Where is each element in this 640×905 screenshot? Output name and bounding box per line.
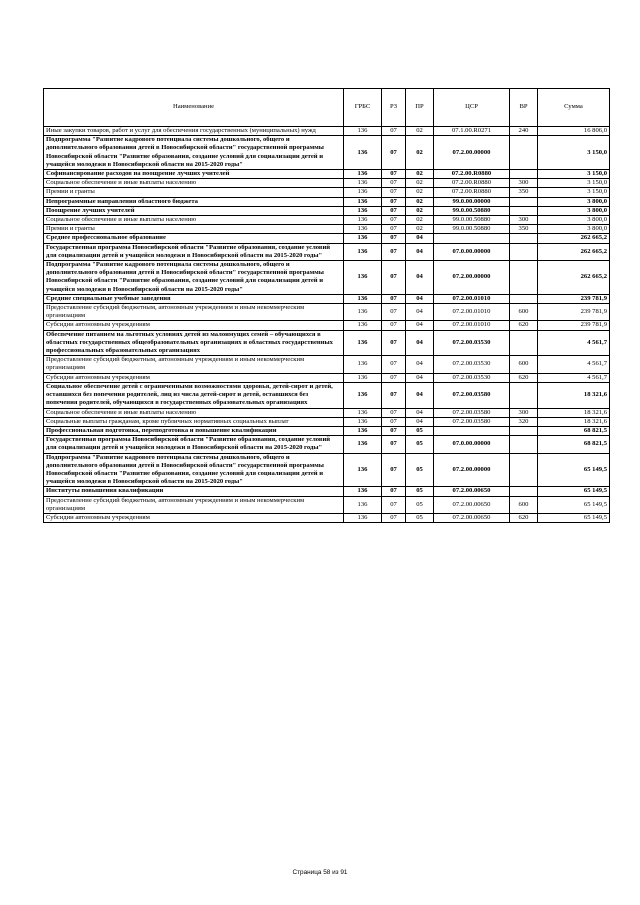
cell-grbs: 136 [344,426,382,435]
cell-sum: 4 561,7 [538,330,610,356]
table-row [44,216,610,225]
cell-rz: 07 [382,496,406,513]
cell-name: Подпрограмма "Развитие кадрового потенциала системы дошкольного, общего и дополнительного образования детей в Новосибирской области" государственной программы Новосибирской области "Развитие образования, создание условий для социализации детей и учащейся молодежи в Новосибирской области на 2015-2020 годы" [44,261,344,295]
header-name: Наименование [44,89,344,127]
cell-csr: 07.2.00.01010 [434,304,510,321]
cell-pr: 05 [406,453,434,487]
cell-csr [434,426,510,435]
header-sum: Сумма [538,89,610,127]
cell-csr: 99.0.00.50880 [434,206,510,215]
cell-sum: 239 781,9 [538,321,610,330]
cell-vr [510,234,538,243]
table-row [44,330,610,356]
cell-pr: 04 [406,234,434,243]
cell-pr: 04 [406,321,434,330]
cell-name: Подпрограмма "Развитие кадрового потенциала системы дошкольного, общего и дополнительного образования детей в Новосибирской области" государственной программы Новосибирской области "Развитие образования, создание условий для социализации детей и учащейся молодежи в Новосибирской области на 2015-2020 годы" [44,136,344,170]
cell-sum: 3 150,0 [538,179,610,188]
cell-rz: 07 [382,356,406,373]
cell-vr: 600 [510,496,538,513]
cell-rz: 07 [382,136,406,170]
cell-csr: 07.2.00.03580 [434,408,510,417]
cell-rz: 07 [382,234,406,243]
cell-grbs: 136 [344,321,382,330]
cell-name: Премии и гранты [44,188,344,197]
table-row [44,513,610,522]
cell-vr [510,330,538,356]
cell-sum: 68 821,5 [538,436,610,453]
cell-name: Государственная программа Новосибирской области "Развитие образования, создание условий для социализации детей и учащейся молодежи в Новосибирской области на 2015-2020 годы" [44,243,344,260]
table-row [44,417,610,426]
cell-vr: 300 [510,408,538,417]
cell-pr: 02 [406,188,434,197]
cell-grbs: 136 [344,408,382,417]
header-csr: ЦСР [434,89,510,127]
cell-csr: 07.2.00.03580 [434,417,510,426]
cell-vr [510,487,538,496]
table-row [44,382,610,408]
cell-grbs: 136 [344,234,382,243]
cell-name: Субсидии автономным учреждениям [44,373,344,382]
cell-csr: 07.0.00.00000 [434,243,510,260]
cell-grbs: 136 [344,373,382,382]
cell-grbs: 136 [344,261,382,295]
table-row [44,225,610,234]
cell-sum: 68 821,5 [538,426,610,435]
cell-sum: 262 665,2 [538,234,610,243]
cell-name: Социальное обеспечение и иные выплаты населению [44,216,344,225]
cell-vr [510,382,538,408]
cell-name: Поощрение лучших учителей [44,206,344,215]
cell-name: Социальное обеспечение и иные выплаты населению [44,408,344,417]
header-grbs: ГРБС [344,89,382,127]
cell-rz: 07 [382,408,406,417]
cell-sum: 239 781,9 [538,304,610,321]
cell-grbs: 136 [344,179,382,188]
cell-csr: 07.2.00.01010 [434,321,510,330]
cell-name: Субсидии автономным учреждениям [44,513,344,522]
cell-csr: 07.1.00.R0271 [434,127,510,136]
cell-pr: 04 [406,382,434,408]
table-row [44,179,610,188]
table-row [44,243,610,260]
table-row [44,261,610,295]
cell-rz: 07 [382,436,406,453]
table-row [44,304,610,321]
cell-pr: 04 [406,243,434,260]
cell-csr: 07.2.00.00650 [434,513,510,522]
cell-csr: 07.2.00.03580 [434,382,510,408]
cell-pr: 02 [406,127,434,136]
cell-sum: 18 321,6 [538,417,610,426]
cell-pr: 02 [406,225,434,234]
table-row [44,487,610,496]
cell-vr: 600 [510,304,538,321]
cell-rz: 07 [382,513,406,522]
cell-name: Профессиональная подготовка, переподготовка и повышение квалификации [44,426,344,435]
cell-sum: 18 321,6 [538,408,610,417]
cell-grbs: 136 [344,487,382,496]
cell-sum: 239 781,9 [538,294,610,303]
cell-sum: 262 665,2 [538,261,610,295]
cell-grbs: 136 [344,197,382,206]
page-number: Страница 58 из 91 [292,869,348,876]
cell-rz: 07 [382,382,406,408]
cell-vr [510,197,538,206]
table-header-row [44,89,610,127]
cell-csr: 07.2.00.03530 [434,356,510,373]
cell-name: Премии и гранты [44,225,344,234]
cell-grbs: 136 [344,513,382,522]
cell-vr [510,294,538,303]
cell-vr: 300 [510,216,538,225]
cell-sum: 262 665,2 [538,243,610,260]
cell-rz: 07 [382,330,406,356]
cell-sum: 3 150,0 [538,170,610,179]
cell-rz: 07 [382,216,406,225]
cell-name: Средние специальные учебные заведения [44,294,344,303]
cell-rz: 07 [382,304,406,321]
cell-pr: 04 [406,417,434,426]
cell-name: Предоставление субсидий бюджетным, автономным учреждениям и иным некоммерческим организациям [44,304,344,321]
cell-name: Предоставление субсидий бюджетным, автономным учреждениям и иным некоммерческим организациям [44,496,344,513]
cell-rz: 07 [382,373,406,382]
cell-name: Социальное обеспечение и иные выплаты населению [44,179,344,188]
header-rz: РЗ [382,89,406,127]
cell-rz: 07 [382,188,406,197]
cell-rz: 07 [382,170,406,179]
cell-pr: 02 [406,170,434,179]
cell-pr: 04 [406,304,434,321]
cell-grbs: 136 [344,382,382,408]
cell-vr [510,170,538,179]
cell-rz: 07 [382,243,406,260]
cell-vr [510,436,538,453]
cell-name: Иные закупки товаров, работ и услуг для обеспечения государственных (муниципальных) нужд [44,127,344,136]
cell-vr: 620 [510,321,538,330]
cell-rz: 07 [382,179,406,188]
table-row [44,136,610,170]
table-row [44,234,610,243]
table-row [44,321,610,330]
cell-sum: 3 800,0 [538,206,610,215]
cell-csr: 07.2.00.00650 [434,487,510,496]
cell-vr: 300 [510,179,538,188]
table-row [44,436,610,453]
cell-pr: 05 [406,426,434,435]
cell-csr: 99.0.00.00000 [434,197,510,206]
cell-pr: 02 [406,197,434,206]
cell-name: Непрограммные направления областного бюджета [44,197,344,206]
header-vr: ВР [510,89,538,127]
cell-pr: 05 [406,436,434,453]
cell-rz: 07 [382,426,406,435]
cell-vr [510,206,538,215]
cell-name: Институты повышения квалификации [44,487,344,496]
cell-rz: 07 [382,225,406,234]
cell-grbs: 136 [344,225,382,234]
table-row [44,453,610,487]
cell-csr: 07.2.00.01010 [434,294,510,303]
cell-sum: 65 149,5 [538,453,610,487]
cell-grbs: 136 [344,496,382,513]
cell-name: Государственная программа Новосибирской области "Развитие образования, создание условий для социализации детей и учащейся молодежи в Новосибирской области на 2015-2020 годы" [44,436,344,453]
cell-pr: 04 [406,261,434,295]
cell-pr: 05 [406,513,434,522]
cell-sum: 4 561,7 [538,373,610,382]
table-row [44,188,610,197]
cell-name: Предоставление субсидий бюджетным, автономным учреждениям и иным некоммерческим организациям [44,356,344,373]
cell-pr: 05 [406,496,434,513]
cell-vr: 620 [510,373,538,382]
cell-rz: 07 [382,261,406,295]
table-row [44,170,610,179]
cell-pr: 02 [406,136,434,170]
cell-grbs: 136 [344,170,382,179]
cell-vr [510,426,538,435]
cell-csr: 99.0.00.50880 [434,225,510,234]
cell-sum: 65 149,5 [538,513,610,522]
cell-grbs: 136 [344,436,382,453]
cell-sum: 16 806,0 [538,127,610,136]
cell-vr: 240 [510,127,538,136]
table-row [44,356,610,373]
cell-vr: 600 [510,356,538,373]
cell-sum: 65 149,5 [538,487,610,496]
cell-pr: 04 [406,330,434,356]
cell-vr: 620 [510,513,538,522]
cell-sum: 3 150,0 [538,188,610,197]
cell-rz: 07 [382,321,406,330]
cell-name: Подпрограмма "Развитие кадрового потенциала системы дошкольного, общего и дополнительного образования детей в Новосибирской области" государственной программы Новосибирской области "Развитие образования, создание условий для социализации детей и учащейся молодежи в Новосибирской области на 2015-2020 годы" [44,453,344,487]
cell-pr: 02 [406,179,434,188]
cell-name: Среднее профессиональное образование [44,234,344,243]
cell-vr: 320 [510,417,538,426]
cell-rz: 07 [382,487,406,496]
cell-grbs: 136 [344,188,382,197]
cell-sum: 3 800,0 [538,225,610,234]
table-row [44,426,610,435]
cell-name: Софинансирование расходов на поощрение лучших учителей [44,170,344,179]
table-body [44,127,610,523]
cell-rz: 07 [382,206,406,215]
cell-pr: 02 [406,206,434,215]
cell-csr: 99.0.00.50880 [434,216,510,225]
cell-sum: 3 800,0 [538,197,610,206]
cell-rz: 07 [382,127,406,136]
cell-pr: 04 [406,408,434,417]
cell-grbs: 136 [344,417,382,426]
table-row [44,294,610,303]
table-row [44,408,610,417]
cell-name: Субсидии автономным учреждениям [44,321,344,330]
cell-grbs: 136 [344,330,382,356]
cell-csr: 07.2.00.R0880 [434,170,510,179]
cell-sum: 18 321,6 [538,382,610,408]
header-pr: ПР [406,89,434,127]
table-row [44,206,610,215]
cell-pr: 05 [406,487,434,496]
cell-grbs: 136 [344,453,382,487]
table-row [44,373,610,382]
cell-sum: 65 149,5 [538,496,610,513]
cell-csr: 07.0.00.00000 [434,436,510,453]
cell-rz: 07 [382,453,406,487]
cell-name: Обеспечение питанием на льготных условиях детей из малоимущих семей – обучающихся в областных государственных общеобразовательных организациях и областных государственных профессиональных образовательных организациях [44,330,344,356]
cell-grbs: 136 [344,206,382,215]
cell-pr: 02 [406,216,434,225]
cell-csr: 07.2.00.R0880 [434,179,510,188]
cell-rz: 07 [382,197,406,206]
cell-pr: 04 [406,373,434,382]
cell-csr: 07.2.00.00000 [434,453,510,487]
cell-pr: 04 [406,294,434,303]
cell-pr: 04 [406,356,434,373]
table-row [44,197,610,206]
cell-vr [510,453,538,487]
cell-rz: 07 [382,294,406,303]
cell-grbs: 136 [344,356,382,373]
cell-vr: 350 [510,225,538,234]
cell-grbs: 136 [344,216,382,225]
budget-table [43,88,610,523]
cell-grbs: 136 [344,136,382,170]
cell-vr [510,136,538,170]
cell-csr: 07.2.00.00000 [434,136,510,170]
cell-grbs: 136 [344,243,382,260]
cell-sum: 3 150,0 [538,136,610,170]
cell-sum: 4 561,7 [538,356,610,373]
cell-name: Социальные выплаты гражданам, кроме публичных нормативных социальных выплат [44,417,344,426]
cell-sum: 3 800,0 [538,216,610,225]
cell-rz: 07 [382,417,406,426]
cell-grbs: 136 [344,127,382,136]
cell-csr: 07.2.00.03530 [434,373,510,382]
cell-grbs: 136 [344,304,382,321]
cell-csr: 07.2.00.03530 [434,330,510,356]
table-row [44,496,610,513]
table-row [44,127,610,136]
cell-grbs: 136 [344,294,382,303]
cell-vr: 350 [510,188,538,197]
cell-csr: 07.2.00.R0880 [434,188,510,197]
cell-csr [434,234,510,243]
cell-vr [510,261,538,295]
cell-vr [510,243,538,260]
cell-name: Социальное обеспечение детей с ограниченными возможностями здоровья, детей-сирот и детей, оставшихся без попечения родителей, лиц из числа детей-сирот и детей, оставшихся без попечения родителей, обучающихся в государственных образовательных организациях [44,382,344,408]
cell-csr: 07.2.00.00650 [434,496,510,513]
cell-csr: 07.2.00.00000 [434,261,510,295]
